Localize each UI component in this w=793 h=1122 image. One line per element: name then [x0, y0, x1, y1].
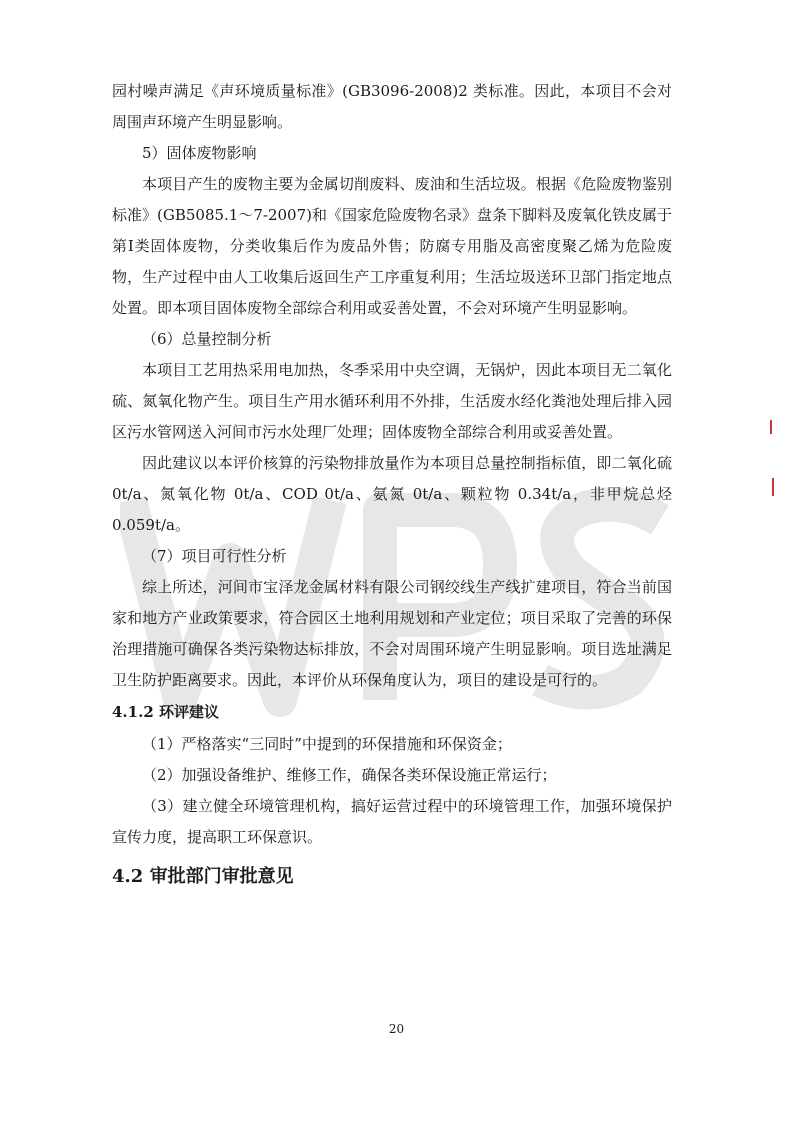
page-number: 20	[388, 1022, 405, 1036]
section-heading-4-1-2: 4.1.2 环评建议	[112, 703, 219, 721]
item-solid-waste-heading: 5）固体废物影响	[142, 144, 257, 162]
item-total-control-heading: （6）总量控制分析	[142, 330, 272, 348]
paragraph-feasibility: 综上所述，河间市宝泽龙金属材料有限公司钢绞线生产线扩建项目，符合当前国家和地方产业政策要求，符合园区土地利用规划和产业定位；项目采取了完善的环保治理措施可确保各类污染物达标排放，不会对周围环境产生明显影响。项目选址满足卫生防护距离要求。因此，本评价从环保角度认为，项目的建设是可行的。	[112, 578, 672, 689]
edge-scan-mark	[772, 478, 774, 496]
suggestion-item-3: （3）建立健全环境管理机构，搞好运营过程中的环境管理工作，加强环境保护宣传力度，提高职工环保意识。	[112, 797, 672, 846]
suggestion-item-2: （2）加强设备维护、维修工作，确保各类环保设施正常运行；	[142, 766, 557, 784]
document-body	[112, 76, 672, 895]
section-heading-4-2: 4.2 审批部门审批意见	[112, 866, 294, 887]
paragraph-solid-waste: 本项目产生的废物主要为金属切削废料、废油和生活垃圾。根据《危险废物鉴别标准》(GB5085.1～7-2007)和《国家危险废物名录》盘条下脚料及废氧化铁皮属于第Ⅰ类固体废物，分类收集后作为废品外售；防腐专用脂及高密度聚乙烯为危险废物，生产过程中由人工收集后返回生产工序重复利用；生活垃圾送环卫部门指定地点处置。即本项目固体废物全部综合利用或妥善处置，不会对环境产生明显影响。	[112, 175, 672, 317]
edge-scan-mark	[770, 420, 772, 434]
paragraph-noise-conclusion: 园村噪声满足《声环境质量标准》(GB3096-2008)2 类标准。因此，本项目不会对周围声环境产生明显影响。	[112, 82, 672, 131]
suggestion-item-1: （1）严格落实“三同时”中提到的环保措施和环保资金；	[142, 735, 512, 753]
paragraph-total-control: 本项目工艺用热采用电加热，冬季采用中央空调，无锅炉，因此本项目无二氧化硫、氮氧化物产生。项目生产用水循环利用不外排，生活废水经化粪池处理后排入园区污水管网送入河间市污水处理厂处理；固体废物全部综合利用或妥善处置。	[112, 361, 672, 441]
item-feasibility-heading: （7）项目可行性分析	[142, 547, 287, 565]
paragraph-control-indices: 因此建议以本评价核算的污染物排放量作为本项目总量控制指标值，即二氧化硫 0t/a、氮氧化物 0t/a、COD 0t/a、氨氮 0t/a、颗粒物 0.34t/a，非甲烷总烃 0.059t/a。	[112, 454, 672, 534]
